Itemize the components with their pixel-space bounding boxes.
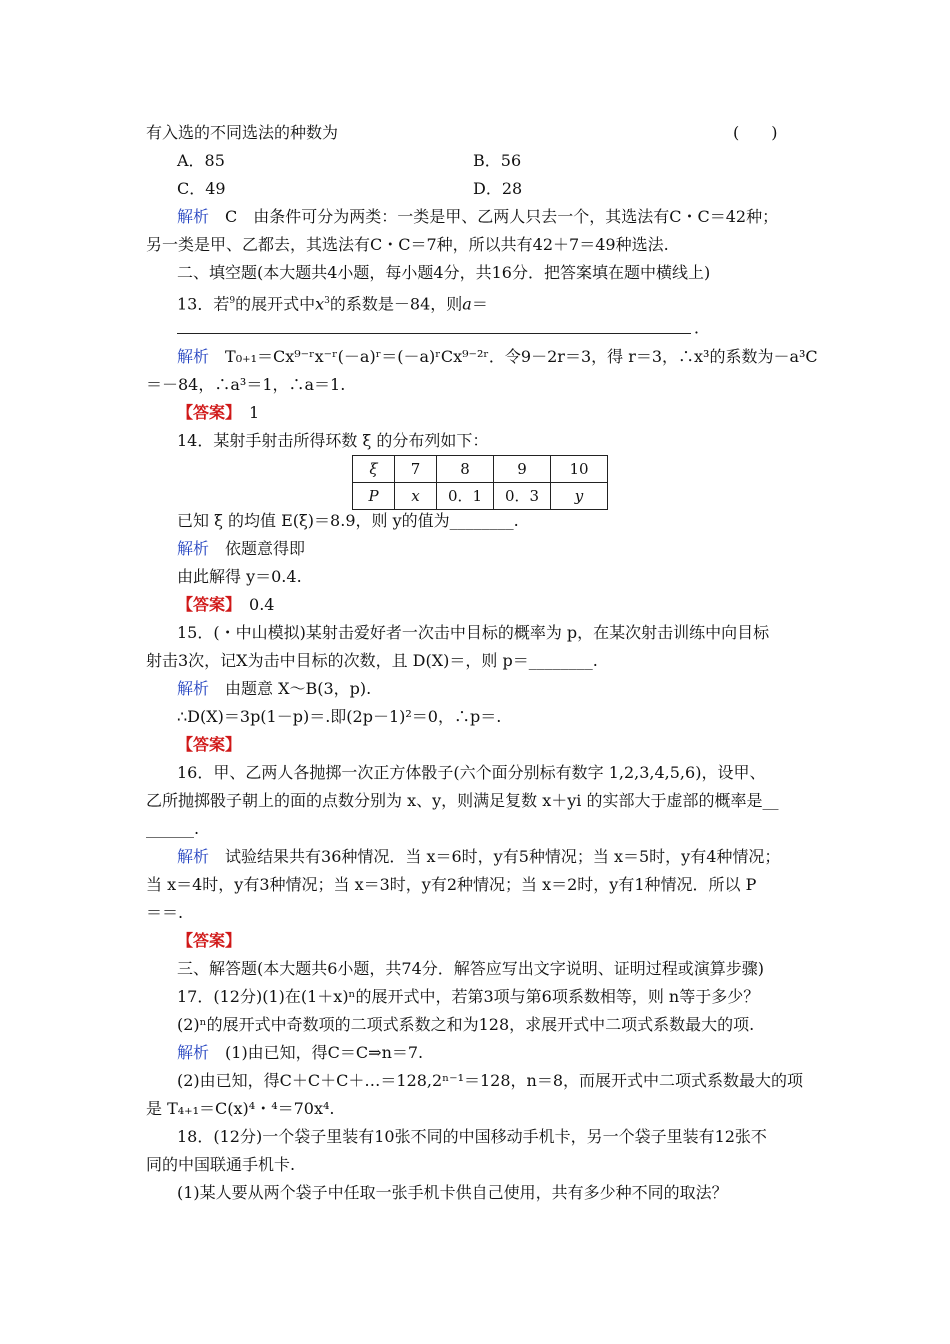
q15-solution-text1: 由题意 X～B(3，p). [209,679,372,698]
q13-answer-value: 1 [249,403,260,422]
q13-solution-text1: T₀₊₁＝Cx⁹⁻ʳx⁻ʳ(－a)ʳ＝(－a)ʳCx⁹⁻²ʳ．令9－2r＝3，得 r＝3，∴x³的系数为－a³C [225,347,818,366]
q16-solution-line3: ＝＝. [146,903,184,922]
table-cell: y [551,483,608,510]
q12-solution-line2: 另一类是甲、乙都去，其选法有C・C＝7种，所以共有42＋7＝49种选法. [146,235,669,254]
q13-solution-line1 [177,347,818,367]
q17-solution-label: 解析 [177,1043,210,1062]
q15-solution-line2: ∴D(X)＝3p(1－p)＝.即(2p－1)²＝0，∴p＝. [177,707,502,726]
q16-stem-line2: 乙所抛掷骰子朝上的面的点数分别为 x、y，则满足复数 x＋yi 的实部大于虚部的概率是__ [146,791,779,810]
q16-solution-line1 [177,847,780,867]
section3-heading: 三、解答题(本大题共6小题，共74分．解答应写出文字说明、证明过程或演算步骤) [177,959,765,978]
q15-stem-line1: 15．(・中山模拟)某射击爱好者一次击中目标的概率为 p，在某次射击训练中向目标 [177,623,770,642]
q12-option-d: D．28 [473,179,523,198]
table-cell: 7 [395,456,437,483]
table-cell: x [395,483,437,510]
q18-stem-line3: (1)某人要从两个袋子中任取一张手机卡供自己使用，共有多少种不同的取法？ [177,1183,728,1202]
q15-solution-label: 解析 [177,679,210,698]
q16-stem-line1: 16．甲、乙两人各抛掷一次正方体骰子(六个面分别标有数字 1,2,3,4,5,6)，设甲、 [177,763,766,782]
table-cell: 9 [494,456,551,483]
q13-answer [177,403,259,423]
q12-solution-text1: C 由条件可分为两类：一类是甲、乙两人只去一个，其选法有C・C＝42种； [209,207,779,226]
q13-solution-line2: ＝－84，∴a³＝1，∴a＝1. [146,375,346,394]
q14-solution-text1: 依题意得即 [209,539,306,558]
q13-stem: 13．若$^9$的展开式中$x^3$的系数是－84，则a＝ [177,294,488,314]
q14-stem: 14．某射手射击所得环数 ξ 的分布列如下： [177,431,489,450]
q12-solution-line1 [177,207,778,227]
table-row [353,456,608,483]
q16-solution-label: 解析 [177,847,210,866]
table-cell: P [353,483,395,510]
section2-heading: 二、填空题(本大题共4小题，每小题4分，共16分．把答案填在题中横线上) [177,263,711,282]
q13-blank-end: ． [694,318,711,337]
q13-answer-label: 【答案】 [177,403,234,422]
q14-answer [177,595,274,615]
q16-solution-text1: 试验结果共有36种情况．当 x＝6时，y有5种情况；当 x＝5时，y有4种情况； [209,847,781,866]
q16-solution-line2: 当 x＝4时，y有3种情况；当 x＝3时，y有2种情况；当 x＝2时，y有1种情况．所以 P [146,875,757,894]
q12-option-b: B．56 [473,151,522,170]
table-cell: 0．1 [437,483,494,510]
q15-answer-label: 【答案】 [177,735,242,754]
q14-solution-label: 解析 [177,539,210,558]
q14-given: 已知 ξ 的均值 E(ξ)＝8.9，则 y的值为________. [177,511,519,530]
q16-stem-line3: ______. [146,819,200,838]
q13-stem-a: 13．若 [177,294,230,314]
table-row [353,483,608,510]
q16-answer-label: 【答案】 [177,931,242,950]
q16-answer [177,931,241,951]
q17-stem-line2: (2)ⁿ的展开式中奇数项的二项式系数之和为128，求展开式中二项式系数最大的项. [177,1015,755,1034]
q12-option-c: C．49 [177,179,226,198]
q17-solution-line2: (2)由已知，得C＋C＋C＋…＝128,2ⁿ⁻¹＝128，n＝8，而展开式中二项式系数最大的项 [177,1071,804,1090]
q12-option-a: A．85 [177,151,225,170]
q14-solution-line1 [177,539,305,559]
q13-stem-c: 的系数是－84，则 [329,294,463,314]
table-cell: 10 [551,456,608,483]
q12-answer-paren: ( ) [733,123,778,142]
distribution-table [352,455,608,510]
q13-stem-b: 的展开式中 [235,294,316,314]
table-cell: ξ [353,456,395,483]
q13-solution-label: 解析 [177,347,210,366]
q17-solution-line3: 是 T₄₊₁＝C(x)⁴・⁴＝70x⁴. [146,1099,335,1118]
q13-stem-d: ＝ [471,294,488,314]
q12-stem-tail: 有入选的不同选法的种数为 [146,123,339,142]
q14-answer-value: 0.4 [249,595,275,614]
table-cell: 8 [437,456,494,483]
q15-solution-line1 [177,679,371,699]
q13-answer-blank [177,333,691,334]
q15-stem-line2: 射击3次，记X为击中目标的次数，且 D(X)＝，则 p＝________. [146,651,598,670]
q12-solution-label: 解析 [177,207,210,226]
q18-stem-line2: 同的中国联通手机卡. [146,1155,296,1174]
q17-stem-line1: 17．(12分)(1)在(1＋x)ⁿ的展开式中，若第3项与第6项系数相等，则 n等于多少？ [177,987,760,1006]
q17-solution-line1 [177,1043,423,1063]
q14-solution-line2: 由此解得 y＝0.4. [177,567,302,586]
table-cell: 0．3 [494,483,551,510]
q14-answer-label: 【答案】 [177,595,234,614]
q15-answer [177,735,241,755]
q17-solution-text1: (1)由已知，得C＝C⇒n＝7. [209,1043,424,1062]
q18-stem-line1: 18．(12分)一个袋子里装有10张不同的中国移动手机卡，另一个袋子里装有12张不 [177,1127,767,1146]
